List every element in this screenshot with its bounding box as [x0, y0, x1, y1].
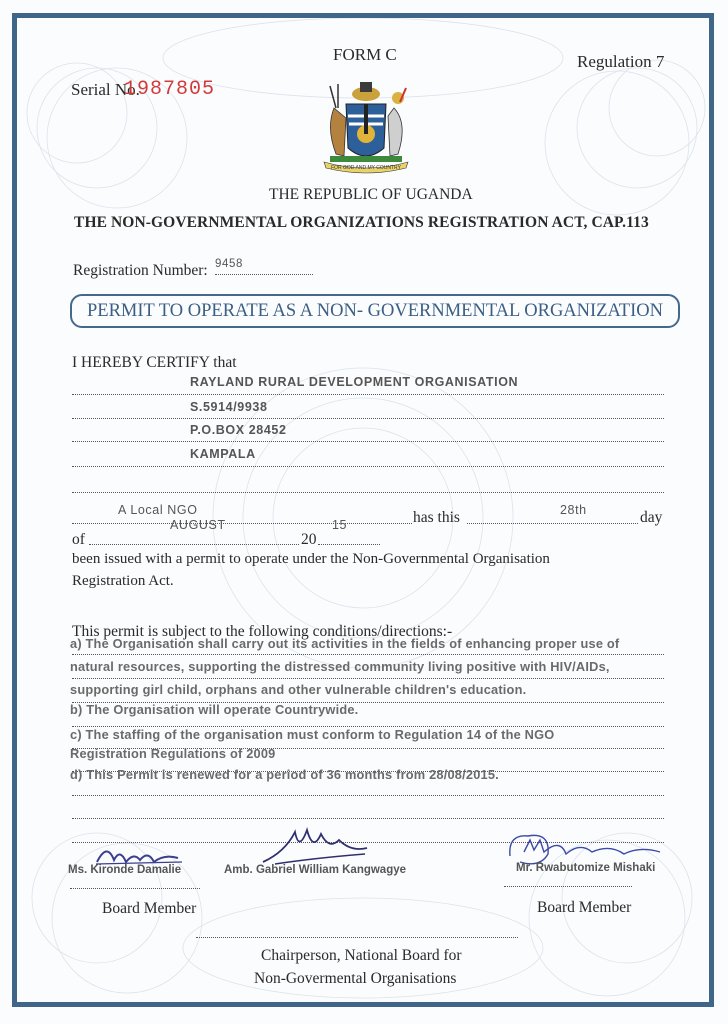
- conditions-intro: This permit is subject to the following conditions/directions:-: [72, 623, 453, 640]
- has-this-label: has this: [413, 509, 460, 526]
- condition-d: d) This Permit is renewed for a period of 36 months from 28/08/2015.: [70, 767, 499, 782]
- serial-number: 1987805: [124, 78, 216, 101]
- org-line-3: [72, 441, 664, 442]
- month-line: [89, 544, 299, 545]
- signature-center: [255, 822, 375, 870]
- signatory-right-line: [504, 886, 632, 887]
- type-line: [72, 523, 412, 524]
- condition-a-line1: a) The Organisation shall carry out its activities in the fields of enhancing proper use of: [70, 636, 620, 651]
- organisation-city: KAMPALA: [190, 447, 256, 461]
- signatory-left-name: Ms. Kironde Damalie: [68, 864, 182, 876]
- act-title: THE NON-GOVERNMENTAL ORGANIZATIONS REGISTRATION ACT, CAP.113: [74, 214, 649, 231]
- day-value: 28th: [560, 503, 587, 517]
- year-prefix: 20: [301, 531, 317, 548]
- form-label: FORM C: [333, 45, 397, 64]
- cond-line-7: [72, 795, 664, 796]
- signatory-left-role: Board Member: [102, 900, 197, 917]
- org-line-2: [72, 418, 664, 419]
- regulation-label: Regulation 7: [577, 52, 665, 71]
- registration-number-line: [215, 274, 313, 275]
- organisation-pobox: P.O.BOX 28452: [190, 423, 287, 437]
- chairperson-line: [196, 937, 518, 938]
- signatory-right-name: Mr. Rwabutomize Mishaki: [516, 862, 656, 874]
- condition-a-line3: supporting girl child, orphans and other vulnerable children's education.: [70, 682, 527, 697]
- cond-line-8: [72, 818, 664, 819]
- permit-title-banner: PERMIT TO OPERATE AS A NON- GOVERNMENTAL ORGANIZATION: [70, 294, 680, 328]
- month-value: AUGUST: [170, 518, 226, 532]
- org-line-4: [72, 466, 664, 467]
- day-label: day: [640, 509, 663, 526]
- signatory-left-line: [70, 888, 200, 889]
- condition-c-line1: c) The staffing of the organisation must conform to Regulation 14 of the NGO: [70, 727, 555, 742]
- signatory-center-name: Amb. Gabriel William Kangwagye: [224, 864, 407, 876]
- cond-line-2: [72, 678, 664, 679]
- certify-intro: I HEREBY CERTIFY that: [72, 354, 237, 371]
- day-line: [467, 523, 638, 524]
- org-line-5: [72, 492, 664, 493]
- registration-number-label: Registration Number:: [73, 262, 208, 279]
- of-label: of: [72, 531, 85, 548]
- republic-title: THE REPUBLIC OF UGANDA: [269, 186, 473, 203]
- organisation-type: A Local NGO: [118, 503, 198, 517]
- coat-of-arms-icon: [316, 68, 416, 176]
- issued-text-line1: been issued with a permit to operate under the Non-Governmental Organisation: [72, 551, 550, 567]
- org-line-1: [72, 394, 664, 395]
- chairperson-title-line2: Non-Govermental Organisations: [254, 970, 457, 987]
- serial-label: Serial No.: [71, 80, 140, 99]
- cond-line-1: [72, 654, 664, 655]
- organisation-reg-no: S.5914/9938: [190, 400, 268, 414]
- coat-of-arms-motto: FOR GOD AND MY COUNTRY: [331, 165, 401, 171]
- condition-a-line2: natural resources, supporting the distressed community living positive with HIV/AIDs,: [70, 659, 610, 674]
- condition-b: b) The Organisation will operate Countrywide.: [70, 702, 359, 717]
- issued-text-line2: Registration Act.: [72, 573, 174, 589]
- condition-c-line2: Registration Regulations of 2009: [70, 746, 276, 761]
- registration-number-value: 9458: [215, 258, 243, 270]
- chairperson-title-line1: Chairperson, National Board for: [261, 947, 462, 964]
- year-line: [318, 544, 380, 545]
- year-value: 15: [332, 518, 348, 532]
- organisation-name: RAYLAND RURAL DEVELOPMENT ORGANISATION: [190, 375, 519, 389]
- signatory-right-role: Board Member: [537, 899, 632, 916]
